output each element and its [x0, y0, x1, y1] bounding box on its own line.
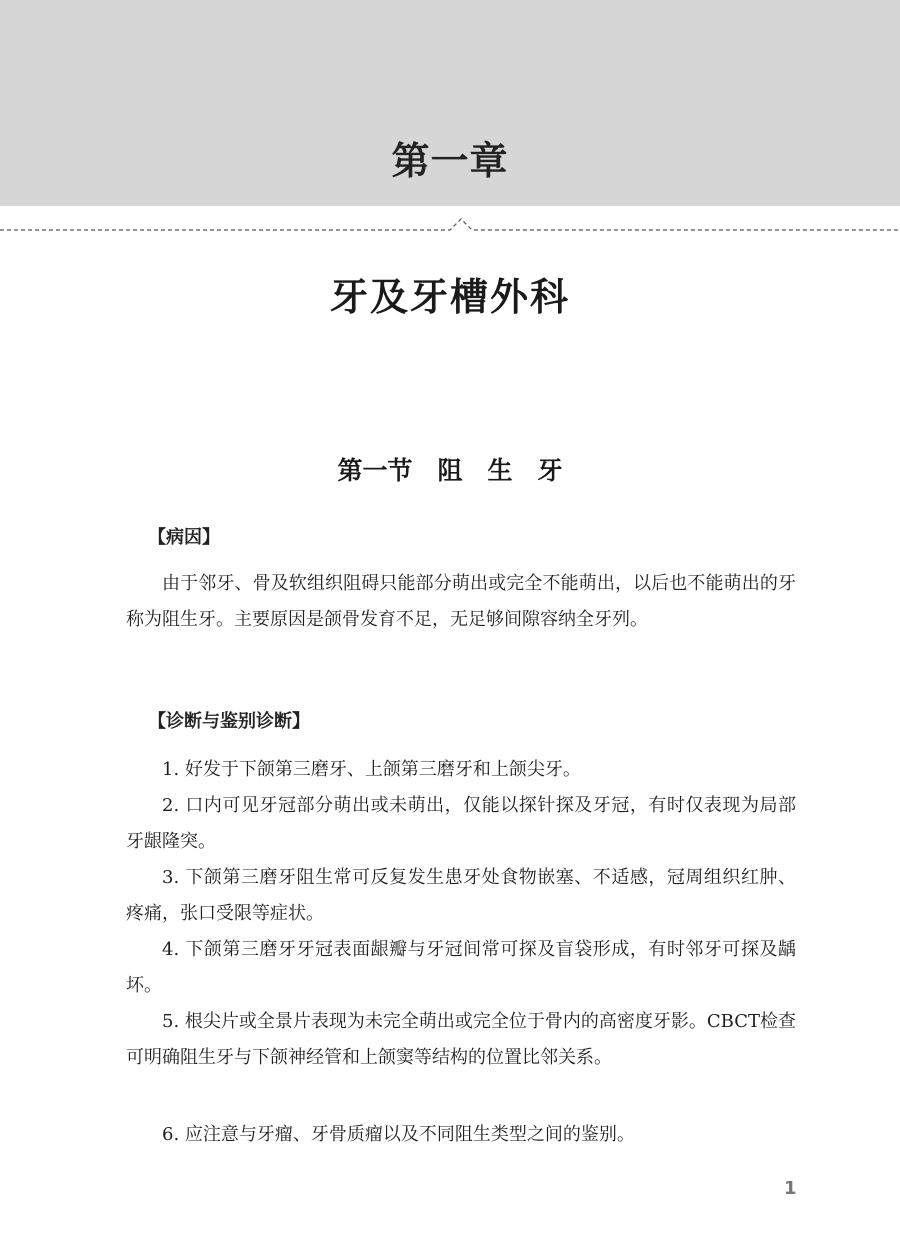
- diagnosis-item: 5. 根尖片或全景片表现为未完全萌出或完全位于骨内的高密度牙影。CBCT检查可明确阻生牙与下颌神经管和上颌窦等结构的位置比邻关系。: [126, 1011, 797, 1068]
- diagnosis-item: 6. 应注意与牙瘤、牙骨质瘤以及不同阻生类型之间的鉴别。: [162, 1124, 635, 1145]
- etiology-paragraph: 由于邻牙、骨及软组织阻碍只能部分萌出或完全不能萌出，以后也不能萌出的牙称为阻生牙。主要原因是颌骨发育不足，无足够间隙容纳全牙列。: [126, 573, 796, 630]
- page-number: 1: [784, 1178, 797, 1199]
- chapter-label: 第一章: [391, 139, 509, 183]
- etiology-heading: 【病因】: [148, 527, 220, 548]
- section-title: 第一节 阻 生 牙: [337, 456, 563, 485]
- chapter-title: 牙及牙槽外科: [329, 274, 570, 319]
- diagnosis-item: 3. 下颌第三磨牙阻生常可反复发生患牙处食物嵌塞、不适感，冠周组织红肿、疼痛，张口受限等症状。: [126, 867, 796, 924]
- diagnosis-item: 4. 下颌第三磨牙牙冠表面龈瓣与牙冠间常可探及盲袋形成，有时邻牙可探及龋坏。: [126, 939, 796, 996]
- diagnosis-item: 1. 好发于下颌第三磨牙、上颌第三磨牙和上颌尖牙。: [162, 759, 581, 780]
- dashed-divider: [0, 212, 900, 236]
- diagnosis-item: 2. 口内可见牙冠部分萌出或未萌出，仅能以探针探及牙冠，有时仅表现为局部牙龈隆突。: [126, 795, 796, 852]
- diagnosis-heading: 【诊断与鉴别诊断】: [148, 711, 310, 732]
